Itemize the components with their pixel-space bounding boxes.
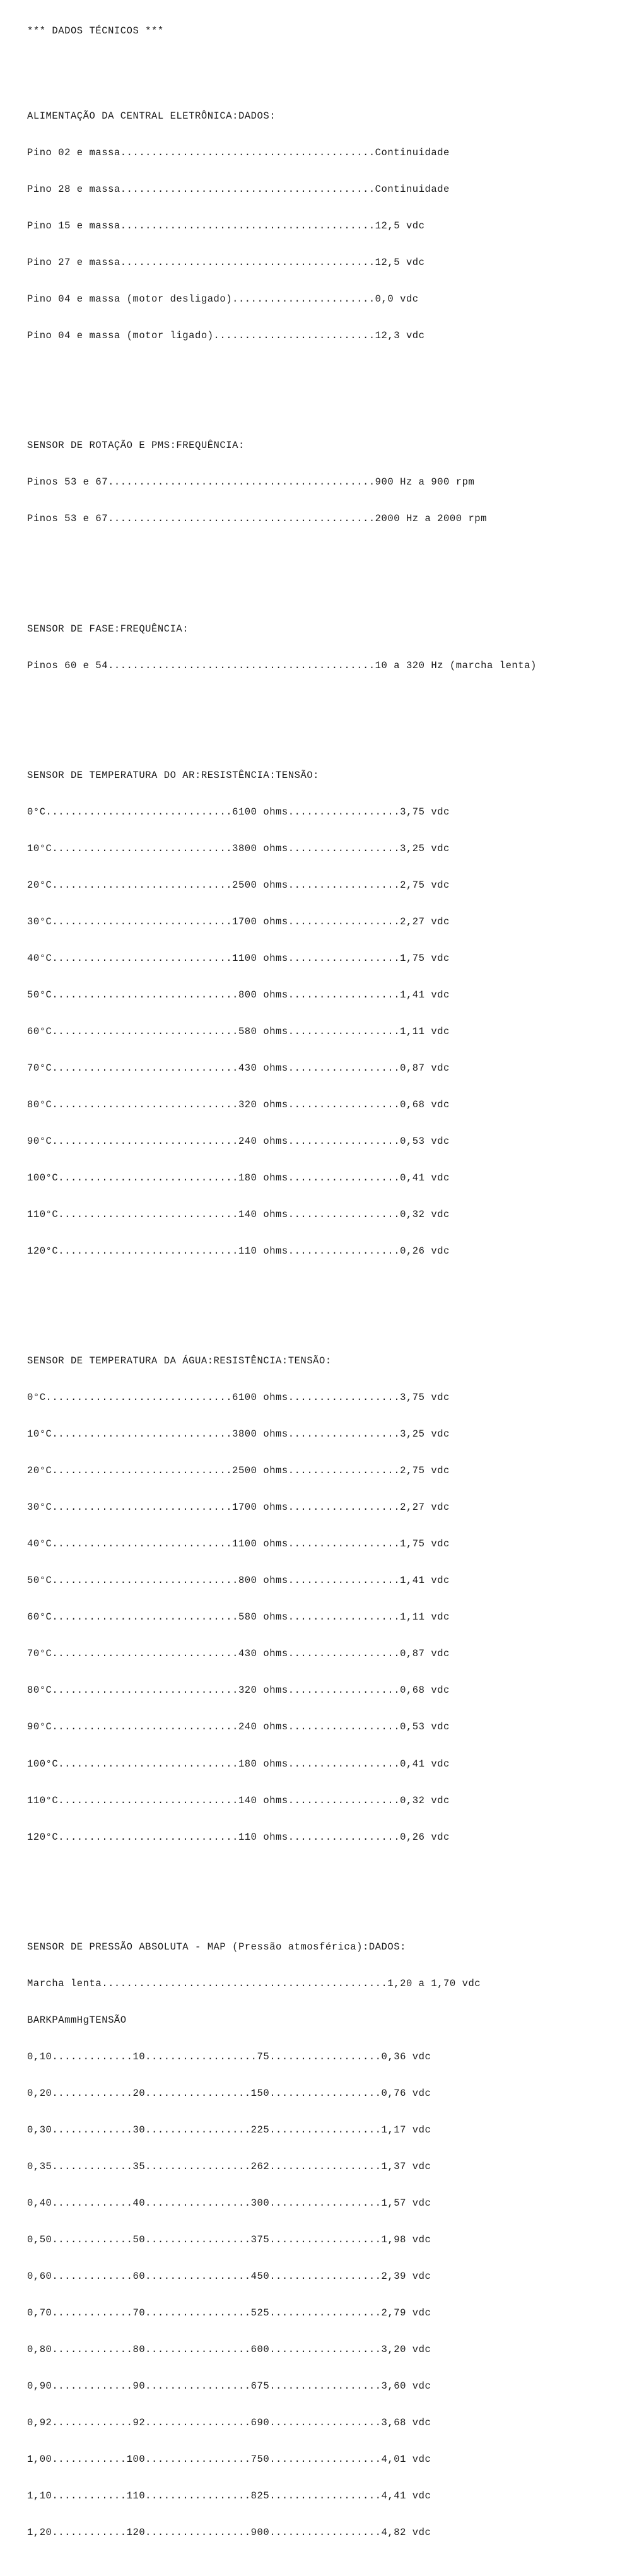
data-line: 110°C.............................140 ohms..................0,32 vdc [27,1209,450,1221]
data-line: Pinos 53 e 67...........................................900 Hz a 900 rpm [27,476,475,488]
data-line: 60°C..............................580 ohms..................1,11 vdc [27,1025,450,1037]
section-air-temp-sensor [27,745,626,1282]
data-line: Pinos 53 e 67...........................................2000 Hz a 2000 rpm [27,513,488,525]
section-heading: SENSOR DE TEMPERATURA DO AR:RESISTÊNCIA:TENSÃO: [27,769,320,781]
section-ecu-power [27,86,626,367]
data-line: 90°C..............................240 ohms..................0,53 vdc [27,1135,450,1147]
section-heading: SENSOR DE ROTAÇÃO E PMS:FREQUÊNCIA: [27,440,245,452]
data-line: 0,60.............60.................450..................2,39 vdc [27,2270,431,2282]
data-line: 0,80.............80.................600..................3,20 vdc [27,2344,431,2355]
section-phase-sensor [27,599,626,697]
table-header: BARKPAmmHgTENSÃO [27,2014,127,2026]
data-line: 0,20.............20.................150..................0,76 vdc [27,2087,431,2099]
data-line: 70°C..............................430 ohms..................0,87 vdc [27,1648,450,1660]
data-line: 40°C.............................1100 ohms..................1,75 vdc [27,952,450,964]
data-line: 1,20............120.................900..................4,82 vdc [27,2527,431,2539]
data-line: 20°C.............................2500 ohms..................2,75 vdc [27,879,450,891]
data-line: 0,90.............90.................675..................3,60 vdc [27,2380,431,2392]
section-heading: ALIMENTAÇÃO DA CENTRAL ELETRÔNICA:DADOS: [27,110,276,122]
data-line: 0,92.............92.................690..................3,68 vdc [27,2417,431,2429]
data-line: 60°C..............................580 ohms..................1,11 vdc [27,1611,450,1623]
data-line: 50°C..............................800 ohms..................1,41 vdc [27,1575,450,1587]
data-line: Pino 28 e massa.........................................Continuidade [27,184,450,196]
data-line: 120°C.............................110 ohms..................0,26 vdc [27,1831,450,1843]
section-water-temp-sensor [27,1331,626,1867]
data-line: 0,10.............10..................75..................0,36 vdc [27,2050,431,2062]
data-line: 50°C..............................800 ohms..................1,41 vdc [27,989,450,1001]
data-line: 100°C.............................180 ohms..................0,41 vdc [27,1172,450,1184]
data-line: 70°C..............................430 ohms..................0,87 vdc [27,1062,450,1074]
data-line: Pino 15 e massa.........................................12,5 vdc [27,220,425,232]
data-line: 120°C.............................110 ohms..................0,26 vdc [27,1245,450,1257]
data-line: 110°C.............................140 ohms..................0,32 vdc [27,1794,450,1806]
data-line: 90°C..............................240 ohms..................0,53 vdc [27,1721,450,1733]
data-line: Pinos 60 e 54...........................................10 a 320 Hz (marcha lenta) [27,659,537,671]
section-heading: SENSOR DE PRESSÃO ABSOLUTA - MAP (Pressão atmosférica):DADOS: [27,1941,406,1953]
data-line: 40°C.............................1100 ohms..................1,75 vdc [27,1538,450,1550]
data-line: Pino 04 e massa (motor ligado)..........................12,3 vdc [27,330,425,342]
data-line: 10°C.............................3800 ohms..................3,25 vdc [27,1428,450,1440]
data-line: Pino 27 e massa.........................................12,5 vdc [27,257,425,269]
data-line: 0,50.............50.................375..................1,98 vdc [27,2233,431,2245]
data-line: 0,35.............35.................262..................1,37 vdc [27,2160,431,2172]
data-line: 10°C.............................3800 ohms..................3,25 vdc [27,842,450,854]
data-line: 1,10............110.................825..................4,41 vdc [27,2490,431,2502]
technical-data-document [27,1,626,2576]
data-line: 0,30.............30.................225..................1,17 vdc [27,2124,431,2136]
data-line: Marcha lenta..............................................1,20 a 1,70 vdc [27,1977,481,1989]
data-line: 0°C..............................6100 ohms..................3,75 vdc [27,806,450,818]
section-rotation-sensor [27,416,626,550]
data-line: 80°C..............................320 ohms..................0,68 vdc [27,1685,450,1697]
section-map-sensor [27,1917,626,2563]
data-line: 20°C.............................2500 ohms..................2,75 vdc [27,1465,450,1477]
data-line: 0,70.............70.................525..................2,79 vdc [27,2307,431,2319]
document-title: *** DADOS TÉCNICOS *** [27,25,164,37]
data-line: 0,40.............40.................300..................1,57 vdc [27,2197,431,2209]
section-heading: SENSOR DE FASE:FREQUÊNCIA: [27,623,189,635]
data-line: Pino 04 e massa (motor desligado).......................0,0 vdc [27,293,419,305]
data-line: 100°C.............................180 ohms..................0,41 vdc [27,1758,450,1770]
data-line: 30°C.............................1700 ohms..................2,27 vdc [27,915,450,927]
data-line: Pino 02 e massa.........................................Continuidade [27,147,450,159]
data-line: 0°C..............................6100 ohms..................3,75 vdc [27,1392,450,1404]
data-line: 1,00............100.................750..................4,01 vdc [27,2454,431,2466]
data-line: 80°C..............................320 ohms..................0,68 vdc [27,1098,450,1110]
data-line: 30°C.............................1700 ohms..................2,27 vdc [27,1502,450,1514]
section-heading: SENSOR DE TEMPERATURA DA ÁGUA:RESISTÊNCIA:TENSÃO: [27,1355,332,1367]
